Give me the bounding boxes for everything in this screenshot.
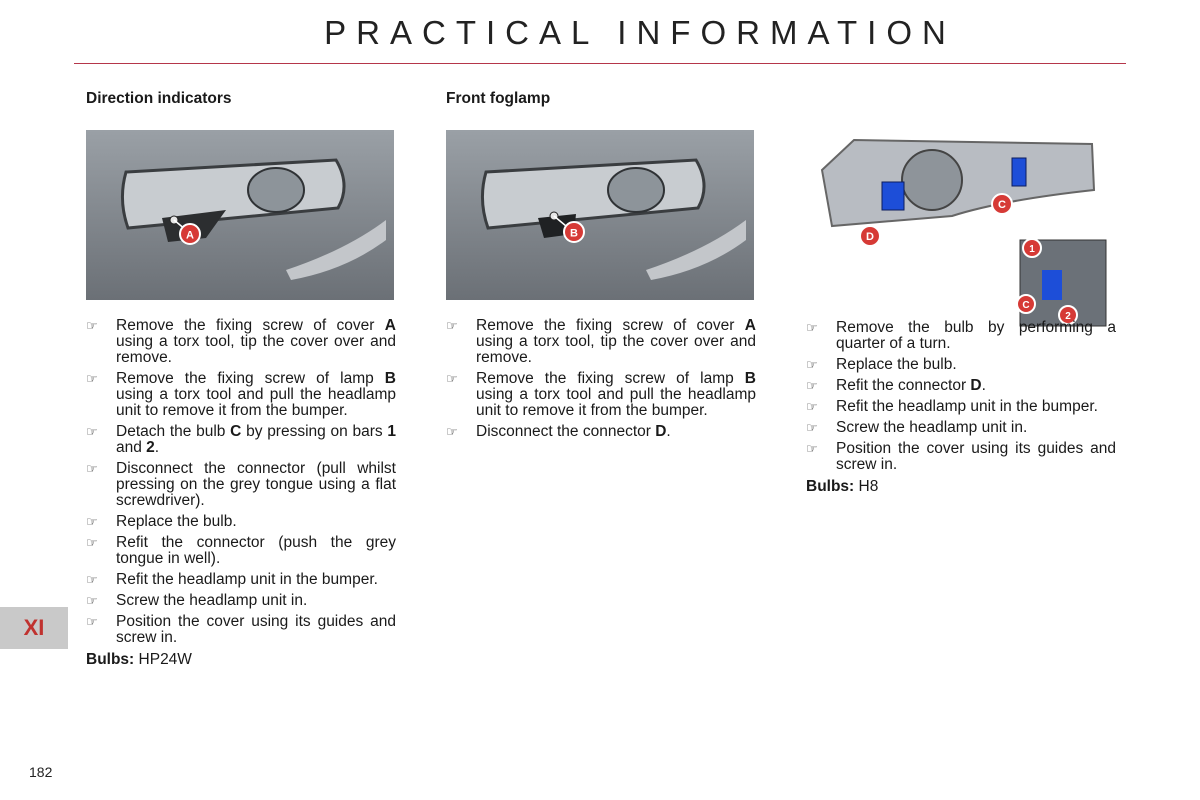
column-front-foglamp (446, 90, 756, 445)
section-tab: XI (0, 607, 68, 649)
step-item: ☞ Position the cover using its guides and screw in. (86, 613, 396, 646)
pointing-hand-icon: ☞ (86, 572, 98, 587)
pointing-hand-icon: ☞ (86, 614, 98, 629)
pointing-hand-icon: ☞ (446, 318, 458, 333)
bulbs-label: Bulbs: (806, 478, 855, 495)
step-item: ☞ Remove the fixing screw of lamp B using a torx tool and pull the headlamp unit to remove it from the bumper. (446, 370, 756, 419)
pointing-hand-icon: ☞ (806, 420, 818, 435)
pointing-hand-icon: ☞ (446, 371, 458, 386)
pointing-hand-icon: ☞ (86, 535, 98, 550)
bulbs-spec (806, 478, 1116, 496)
pointing-hand-icon: ☞ (806, 357, 818, 372)
step-item: ☞ Replace the bulb. (86, 513, 237, 530)
callout-label: D (866, 231, 874, 243)
step-item: ☞ Disconnect the connector (pull whilst pressing on the grey tongue using a flat screwdriver). (86, 460, 396, 509)
step-item: ☞ Remove the fixing screw of cover A using a torx tool, tip the cover over and remove. (446, 317, 756, 366)
pointing-hand-icon: ☞ (806, 378, 818, 393)
callout-label: C (998, 199, 1006, 211)
bulbs-value: H8 (858, 478, 879, 495)
column-direction-indicators (86, 90, 396, 669)
bumper-illustration (86, 130, 394, 300)
step-item: ☞ Position the cover using its guides and screw in. (806, 440, 1116, 473)
reference-letter: C (230, 423, 242, 440)
headlamp-diagram (802, 130, 1112, 330)
step-item: ☞ Remove the fixing screw of cover A using a torx tool, tip the cover over and remove. (86, 317, 396, 366)
pointing-hand-icon: ☞ (806, 441, 818, 456)
pointing-hand-icon: ☞ (86, 593, 98, 608)
page-title: PRACTICAL INFORMATION (324, 14, 956, 51)
step-item: ☞ Replace the bulb. (806, 356, 957, 373)
step-item: ☞ Detach the bulb C by pressing on bars 1 and 2. (86, 423, 396, 456)
reference-letter: A (744, 317, 756, 334)
step-item: ☞ Refit the connector D. (806, 377, 986, 394)
reference-letter: B (744, 370, 756, 387)
section-heading: Front foglamp (446, 90, 551, 107)
reference-letter: D (970, 377, 982, 394)
step-item: ☞ Remove the bulb by performing a quarter of a turn. (806, 319, 1116, 352)
bulbs-spec (86, 651, 396, 669)
callout-label: C (1022, 300, 1030, 311)
step-item: ☞ Refit the headlamp unit in the bumper. (86, 571, 378, 588)
reference-letter: D (655, 423, 667, 440)
pointing-hand-icon: ☞ (86, 371, 98, 386)
step-item: ☞ Disconnect the connector D. (446, 423, 671, 440)
step-item: ☞ Screw the headlamp unit in. (86, 592, 308, 609)
step-item: ☞ Refit the headlamp unit in the bumper. (806, 398, 1098, 415)
column-headlamp-unit (806, 90, 1116, 496)
callout-label: B (570, 227, 578, 240)
direction-indicator-photo (86, 130, 394, 300)
step-item: ☞ Refit the connector (push the grey tongue in well). (86, 534, 396, 567)
title-divider (74, 63, 1126, 64)
front-foglamp-photo (446, 130, 754, 300)
step-item: ☞ Remove the fixing screw of lamp B using a torx tool and pull the headlamp unit to remove it from the bumper. (86, 370, 396, 419)
reference-letter: 1 (387, 423, 396, 440)
step-list (446, 318, 756, 440)
headlamp-unit-illustration (802, 130, 1112, 330)
step-item: ☞ Screw the headlamp unit in. (806, 419, 1028, 436)
pointing-hand-icon: ☞ (446, 424, 458, 439)
bulbs-value: HP24W (138, 651, 192, 668)
section-heading: Direction indicators (86, 90, 232, 107)
reference-letter: 2 (146, 439, 155, 456)
step-list (86, 318, 396, 646)
pointing-hand-icon: ☞ (86, 424, 98, 439)
pointing-hand-icon: ☞ (86, 318, 98, 333)
reference-letter: A (384, 317, 396, 334)
pointing-hand-icon: ☞ (806, 320, 818, 335)
pointing-hand-icon: ☞ (806, 399, 818, 414)
page-number: 182 (29, 764, 53, 780)
callout-label: A (186, 229, 194, 242)
bumper-illustration (446, 130, 754, 300)
callout-label: 2 (1065, 311, 1071, 322)
pointing-hand-icon: ☞ (86, 514, 98, 529)
reference-letter: B (384, 370, 396, 387)
callout-label: 1 (1029, 244, 1035, 255)
bulbs-label: Bulbs: (86, 651, 135, 668)
step-list (806, 320, 1116, 473)
pointing-hand-icon: ☞ (86, 461, 98, 476)
